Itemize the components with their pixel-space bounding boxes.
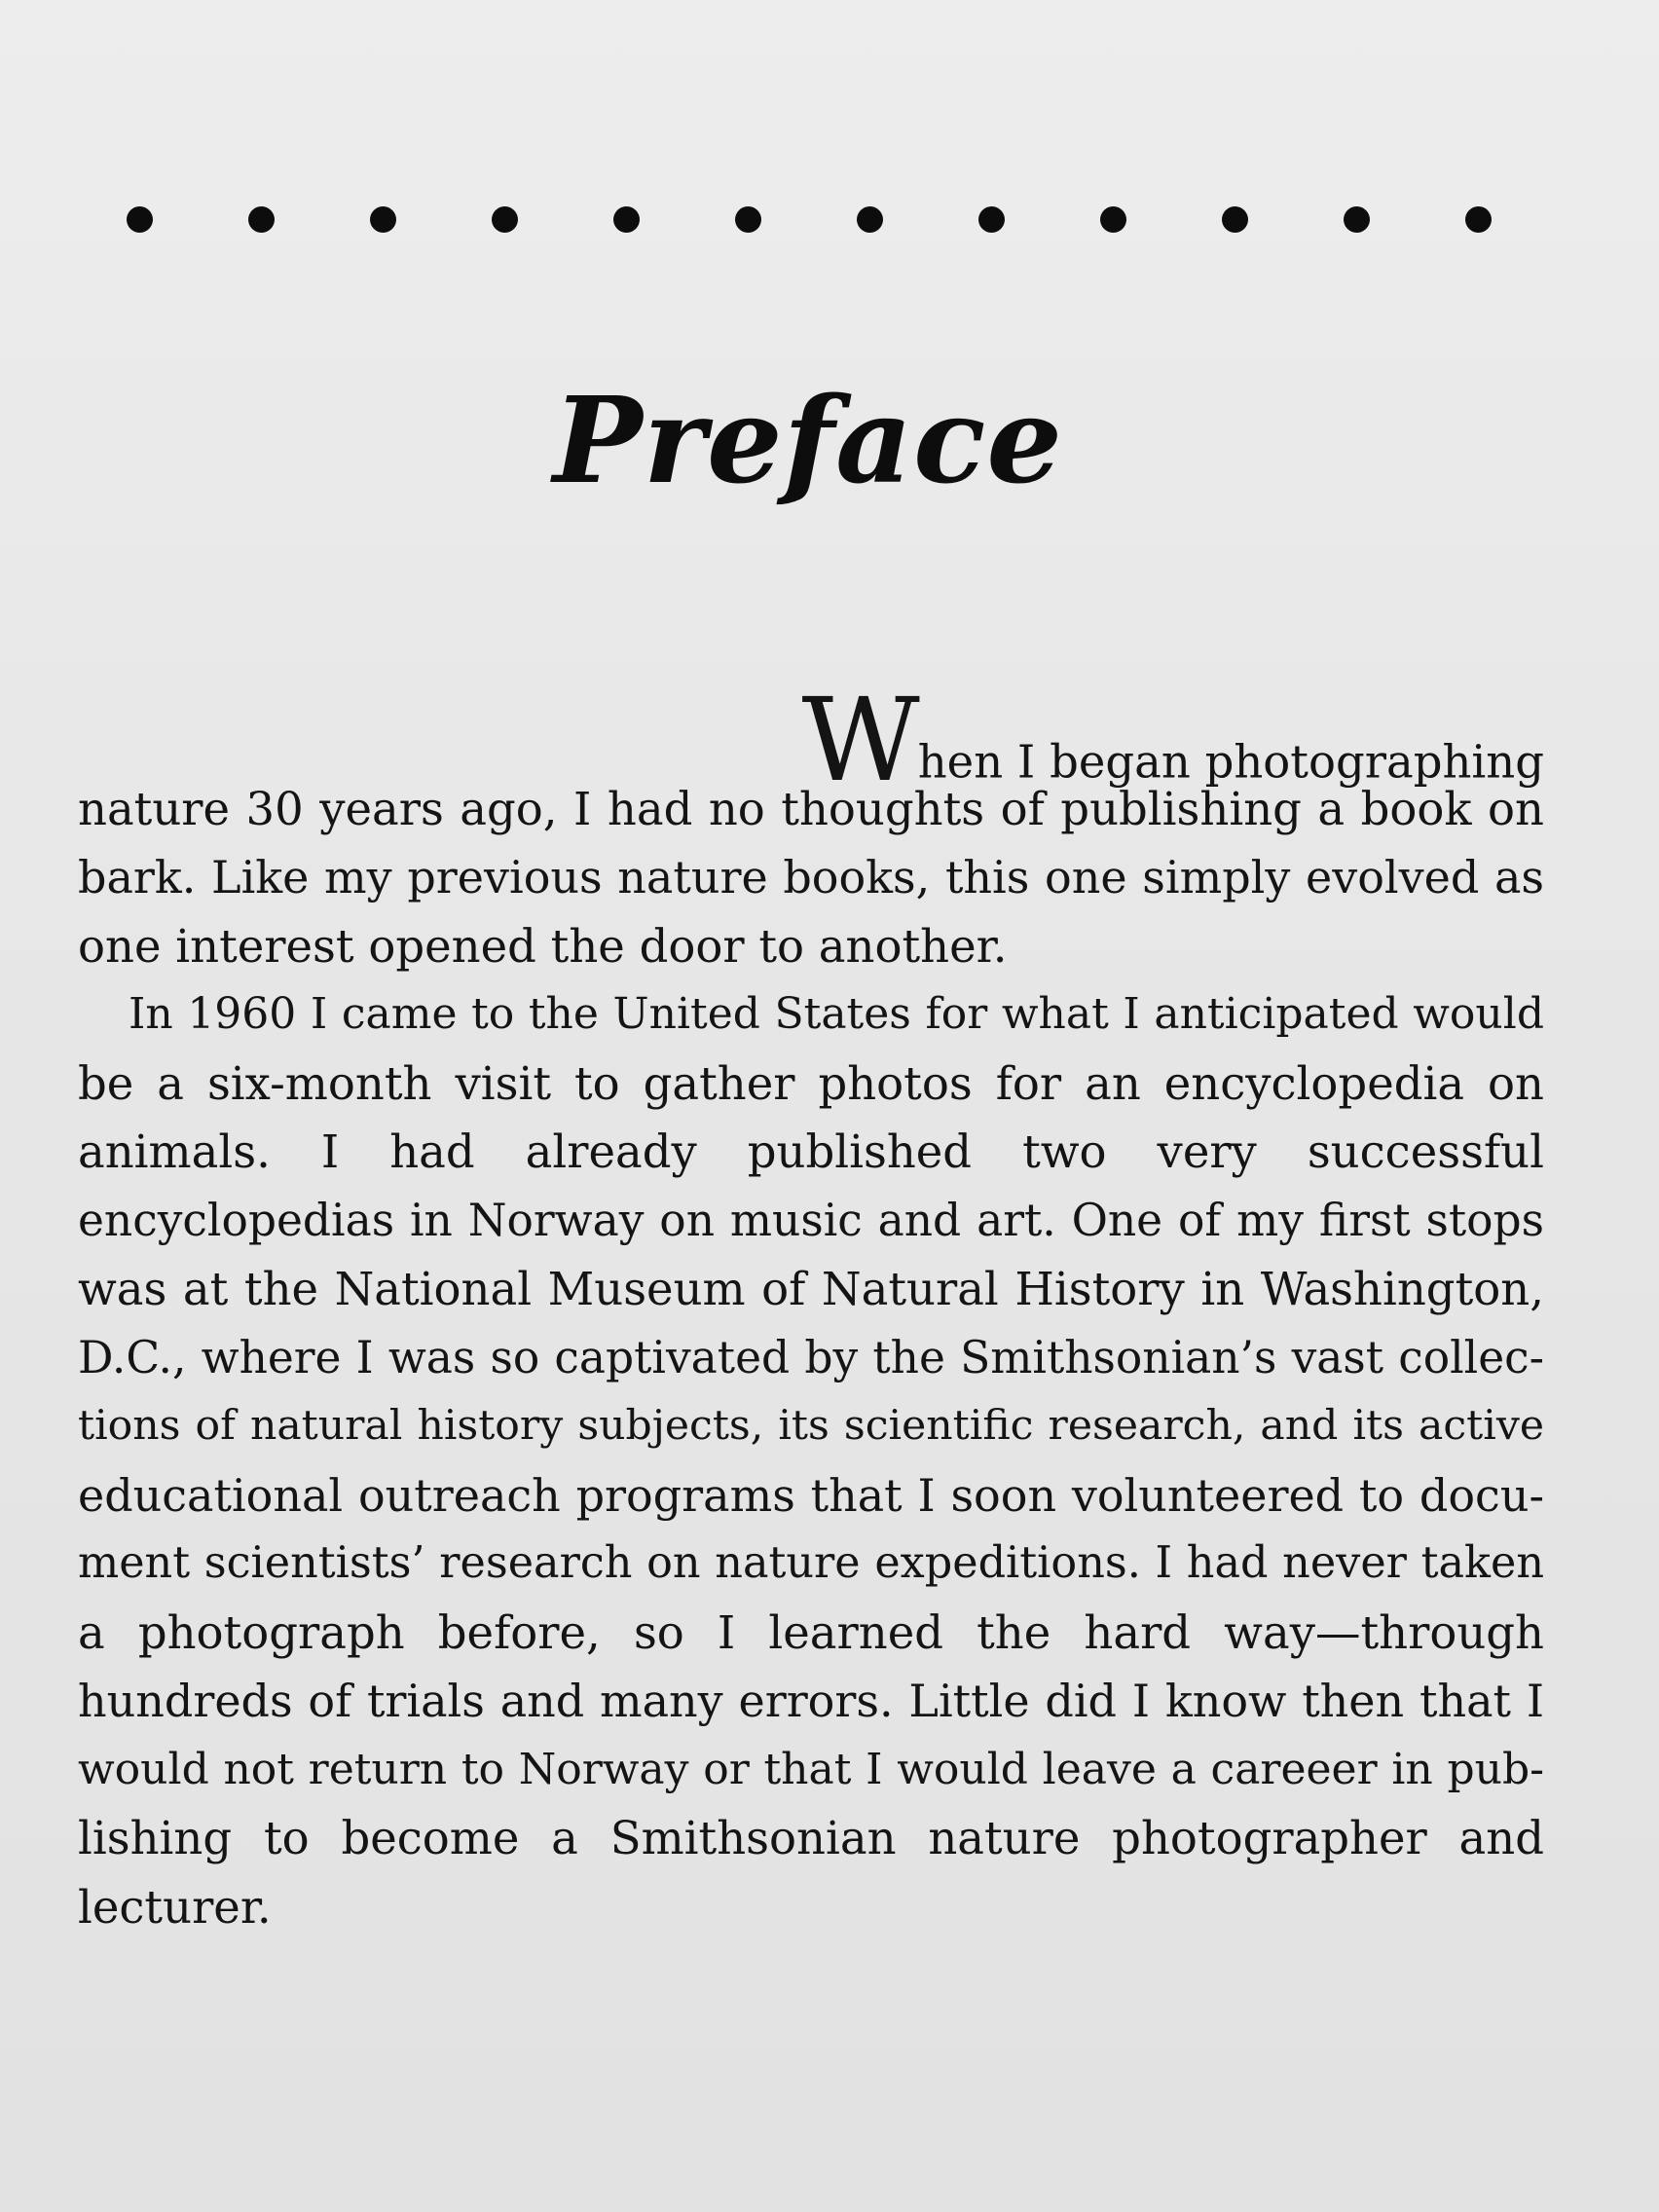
drop-cap: W xyxy=(801,673,914,807)
text-line: educational outreach programs that I soon volunteered to docu- xyxy=(78,1468,1544,1522)
text-line: ment scientists’ research on nature expeditions. I had never taken xyxy=(78,1538,1544,1588)
text-line: D.C., where I was so captivated by the Smithsonian’s vast collec- xyxy=(78,1331,1544,1383)
text-line: would not return to Norway or that I would leave a careeer in pub- xyxy=(78,1744,1544,1794)
ornament-dot xyxy=(492,206,518,233)
text-line: lecturer. xyxy=(78,1880,272,1934)
ornament-dot xyxy=(1100,206,1126,233)
ornament-dot xyxy=(1222,206,1248,233)
text-line: lishing to become a Smithsonian nature photographer and xyxy=(78,1812,1544,1864)
text-line: hen I began photographing xyxy=(917,735,1544,789)
text-line: bark. Like my previous nature books, this one simply evolved as xyxy=(78,851,1544,903)
ornament-dot xyxy=(127,206,153,233)
text-line: nature 30 years ago, I had no thoughts of publishing a book on xyxy=(78,782,1544,835)
text-line: be a six-month visit to gather photos for an encyclopedia on xyxy=(78,1056,1544,1110)
text-line: tions of natural history subjects, its scientific research, and its active xyxy=(78,1402,1544,1450)
ornament-dot xyxy=(1344,206,1370,233)
page-title: Preface xyxy=(552,370,1064,510)
paragraph-2 xyxy=(78,980,1544,1941)
ornament-dot xyxy=(857,206,883,233)
ornament-dot xyxy=(370,206,396,233)
preface-body xyxy=(78,673,1544,1941)
ornament-dot xyxy=(1465,206,1492,233)
text-line: encyclopedias in Norway on music and art. One of my first stops xyxy=(78,1194,1544,1246)
text-line-indented: In 1960 I came to the United States for what I anticipated would xyxy=(129,989,1544,1039)
text-line: was at the National Museum of Natural History in Washington, xyxy=(78,1263,1544,1315)
ornament-dot xyxy=(978,206,1005,233)
text-line: hundreds of trials and many errors. Little did I know then that I xyxy=(78,1675,1544,1727)
ornament-dot xyxy=(735,206,761,233)
text-line: a photograph before, so I learned the hard way—through xyxy=(78,1605,1544,1659)
text-line: one interest opened the door to another. xyxy=(78,919,1008,973)
first-line xyxy=(78,673,1544,807)
ornament-dot xyxy=(248,206,275,233)
text-line: animals. I had already published two very successful xyxy=(78,1125,1544,1178)
dot-ornament xyxy=(127,206,1490,245)
paragraph-1 xyxy=(78,673,1544,980)
ornament-dot xyxy=(613,206,640,233)
